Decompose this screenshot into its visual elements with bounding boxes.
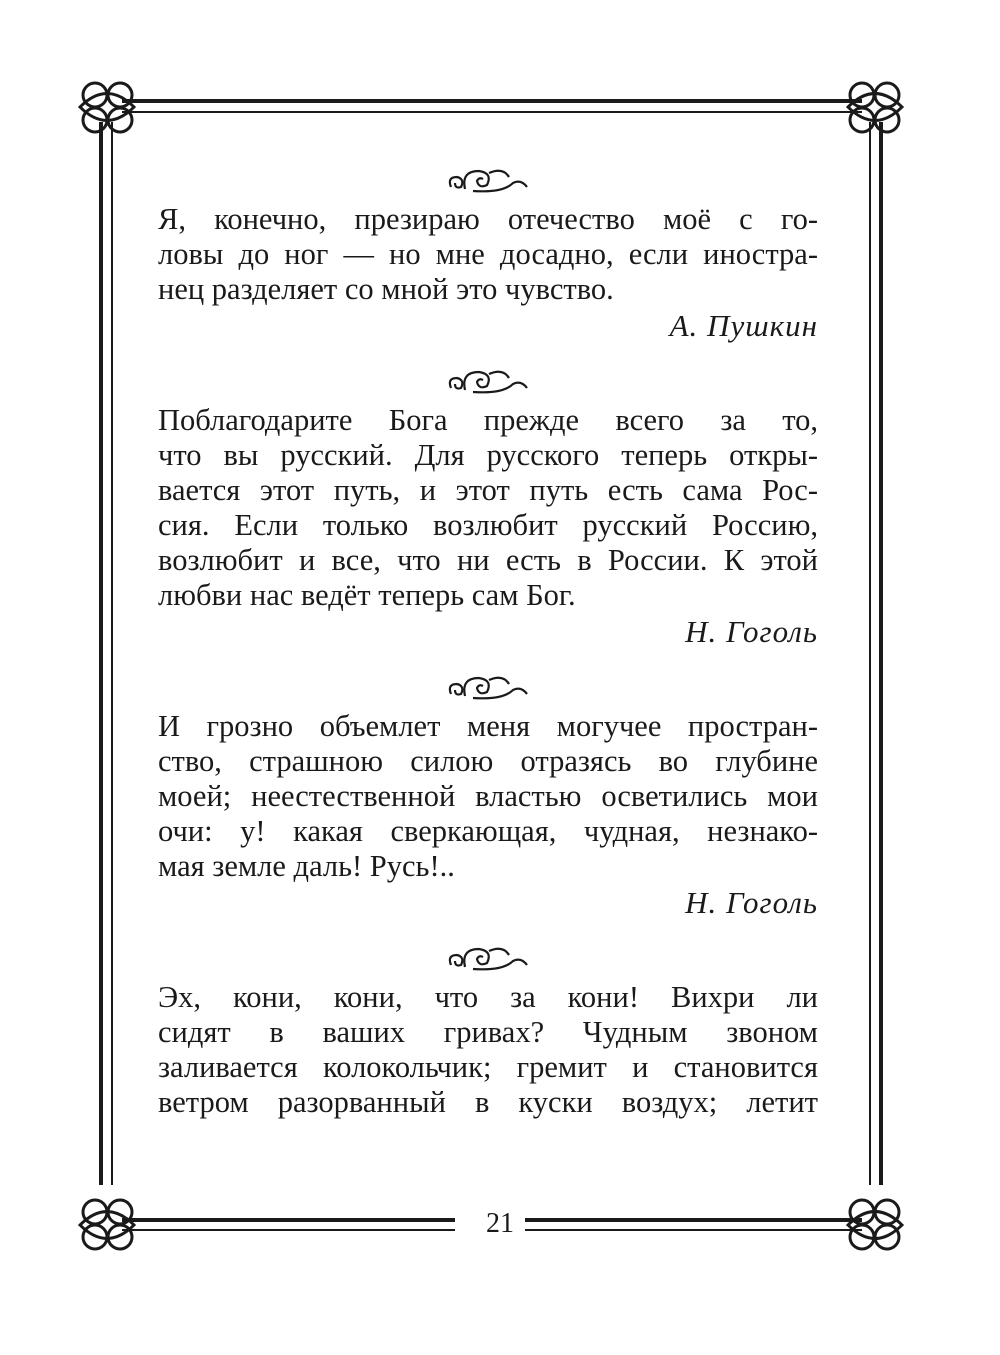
page-number: 21 (486, 1208, 514, 1239)
page-content (158, 158, 818, 1120)
quote-4-text: Эх, кони, кони, что за кони! Вихри ли сидят в ваших гривах? Чудным звоном заливается колокольчик; гремит и становится ветром разорванный в куски воздух; летит (158, 980, 818, 1119)
corner-ornament-top-right (848, 83, 902, 132)
swirl-ornament (158, 936, 818, 980)
quote-3-text: И грозно объемлет меня могучее простран- ство, страшною силою отразясь во глубине моей; неестественной властью осветились мои очи: у! какая сверкающая, чудная, незнако- мая земле даль! Русь!.. (158, 709, 818, 883)
quote-2-author: Н. Гоголь (685, 614, 818, 649)
swirl-ornament (158, 665, 818, 709)
quote-1-text: Я, конечно, презираю отечество моё с го- ловы до ног — но мне досадно, если иностра- нец разделяет со мной это чувство. (158, 202, 818, 306)
quote-2-text: Поблагодарите Бога прежде всего за то, что вы русский. Для русского теперь откры- вается этот путь, и этот путь есть сама Рос- сия. Если только возлюбит русский Россию, возлюбит и все, что ни есть в России. К этой любви нас ведёт теперь сам Бог. (158, 403, 818, 612)
swirl-ornament (158, 158, 818, 202)
quote-1-author: А. Пушкин (669, 308, 818, 343)
quote-3-author: Н. Гоголь (685, 885, 818, 920)
swirl-ornament (158, 359, 818, 403)
corner-ornament-top-left (80, 83, 134, 132)
